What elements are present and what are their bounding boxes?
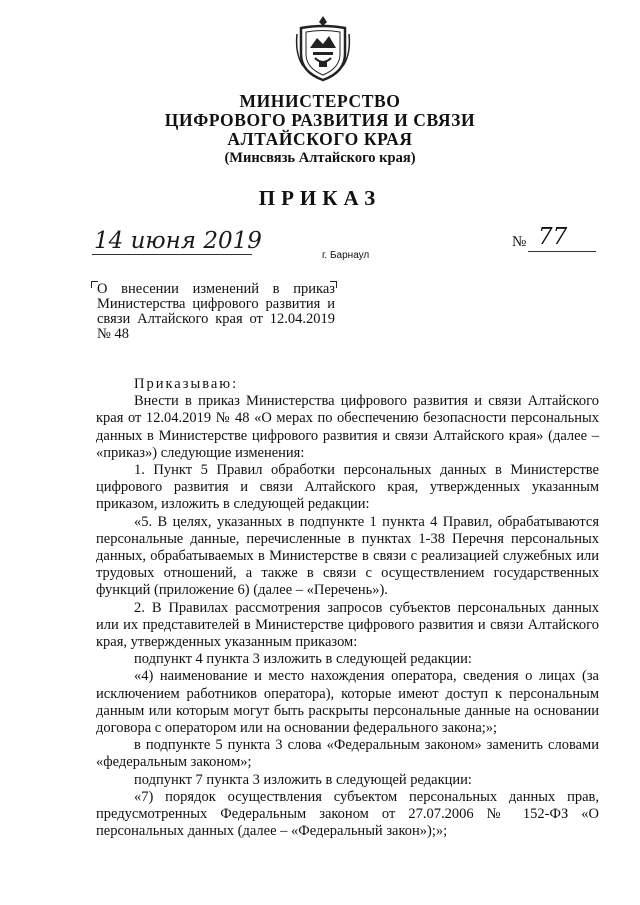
paragraph-item-2: 2. В Правилах рассмотрения запросов субъектов персональных данных или их представителей в Министерстве цифрового развития и связи Алтайского края, утвержденных указанным приказом: bbox=[96, 599, 599, 651]
order-number: 77 bbox=[538, 224, 568, 250]
date-underline bbox=[92, 254, 252, 255]
paragraph-subitem-4-text: «4) наименование и место нахождения оператора, сведения о лицах (за исключением работников оператора), которые имеют доступ к персональным данным или которым могут быть раскрыты персональные данные на основании договора с оператором или на основании федерального закона;»; bbox=[96, 668, 599, 737]
paragraph-subitem-7: подпункт 7 пункта 3 изложить в следующей редакции: bbox=[134, 771, 472, 788]
paragraph-item-1-text: «5. В целях, указанных в подпункте 1 пункта 4 Правил, обрабатываются персональные данные, перечисленные в пунктах 1-38 Перечня персональных данных, обрабатываемых в Министерстве в связи с реализацией служебных или трудовых отношений, а также в связи с осуществлением государственных функций (приложение 6) (далее – «Перечень»). bbox=[96, 513, 599, 599]
paragraph-subitem-4: подпункт 4 пункта 3 изложить в следующей редакции: bbox=[134, 651, 472, 668]
paragraph-item-1: 1. Пункт 5 Правил обработки персональных данных в Министерстве цифрового развития и связи Алтайского края, утвержденных указанным приказом, изложить в следующей редакции: bbox=[96, 462, 599, 513]
document-title: ПРИКАЗ bbox=[258, 186, 382, 210]
organization-short-name: (Минсвязь Алтайского края) bbox=[224, 150, 416, 166]
organization-name bbox=[0, 92, 640, 149]
order-body bbox=[96, 376, 599, 840]
city: г. Барнаул bbox=[322, 250, 370, 261]
coat-of-arms-emblem bbox=[293, 14, 353, 82]
paragraph-subitem-7-text: «7) порядок осуществления субъектом персональных данных прав, предусмотренных Федеральным законом от 27.07.2006 № 152-ФЗ «О персональных данных (далее – «Федеральный закон»);»; bbox=[96, 788, 599, 840]
org-line-3: АЛТАЙСКОГО КРАЯ bbox=[227, 129, 413, 149]
paragraph-subitem-5: в подпункте 5 пункта 3 слова «Федеральным законом» заменить словами «федеральным законом»; bbox=[96, 737, 599, 771]
org-line-1: МИНИСТЕРСТВО bbox=[239, 91, 401, 111]
number-label: № bbox=[512, 234, 527, 250]
paragraph-intro: Внести в приказ Министерства цифрового развития и связи Алтайского края от 12.04.2019 № 48 «О мерах по обеспечению безопасности персональных данных в Министерстве цифрового развития и связи Алтайского края» (далее – «приказ») следующие изменения: bbox=[96, 393, 599, 461]
paragraph-order-word: Приказываю: bbox=[134, 376, 239, 392]
order-date: 14 июня 2019 bbox=[94, 228, 262, 254]
number-underline bbox=[528, 251, 596, 252]
order-subject: О внесении изменений в приказ Министерства цифрового развития и связи Алтайского края от 12.04.2019 № 48 bbox=[97, 281, 335, 342]
org-line-2: ЦИФРОВОГО РАЗВИТИЯ И СВЯЗИ bbox=[164, 110, 476, 130]
